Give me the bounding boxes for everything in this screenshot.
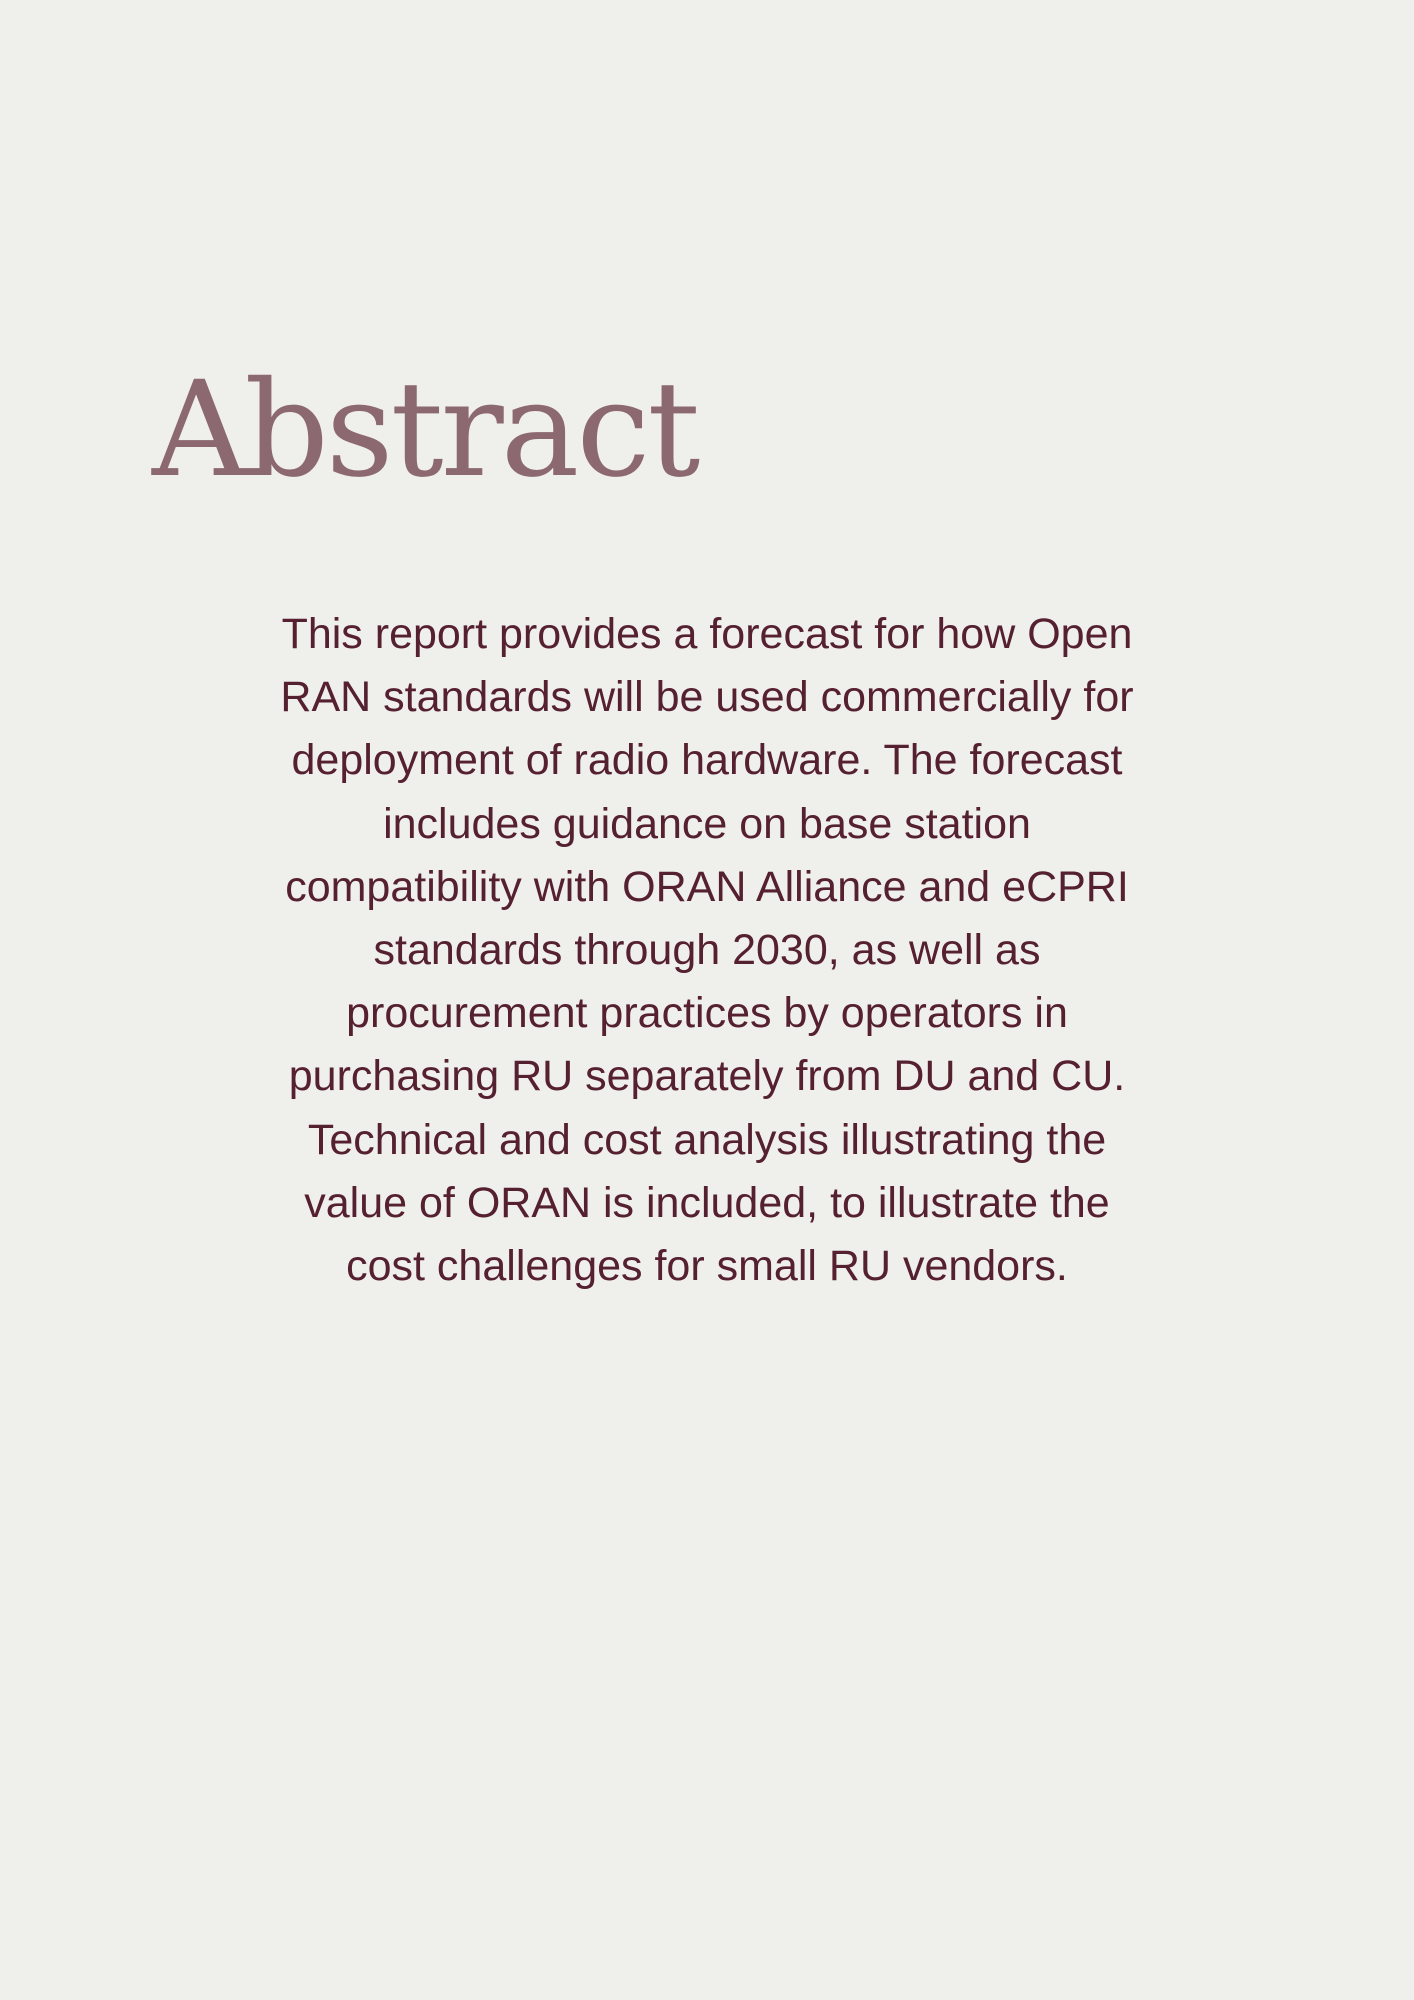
abstract-line: RAN standards will be used commercially for — [280, 673, 1134, 722]
abstract-line: purchasing RU separately from DU and CU. — [288, 1052, 1126, 1101]
abstract-line: This report provides a forecast for how Open — [281, 610, 1133, 658]
abstract-line: cost challenges for small RU vendors. — [346, 1242, 1068, 1291]
abstract-line: standards through 2030, as well as — [373, 926, 1041, 975]
abstract-line: includes guidance on base station — [383, 799, 1031, 848]
abstract-line: procurement practices by operators in — [346, 989, 1068, 1038]
abstract-line: Technical and cost analysis illustrating the — [307, 1115, 1107, 1164]
abstract-line: deployment of radio hardware. The forecast — [291, 736, 1123, 785]
abstract-line: compatibility with ORAN Alliance and eCPRI — [285, 862, 1129, 911]
abstract-line: value of ORAN is included, to illustrate the — [304, 1178, 1110, 1227]
abstract-body — [190, 603, 1224, 1298]
abstract-heading: Abstract — [152, 353, 698, 507]
